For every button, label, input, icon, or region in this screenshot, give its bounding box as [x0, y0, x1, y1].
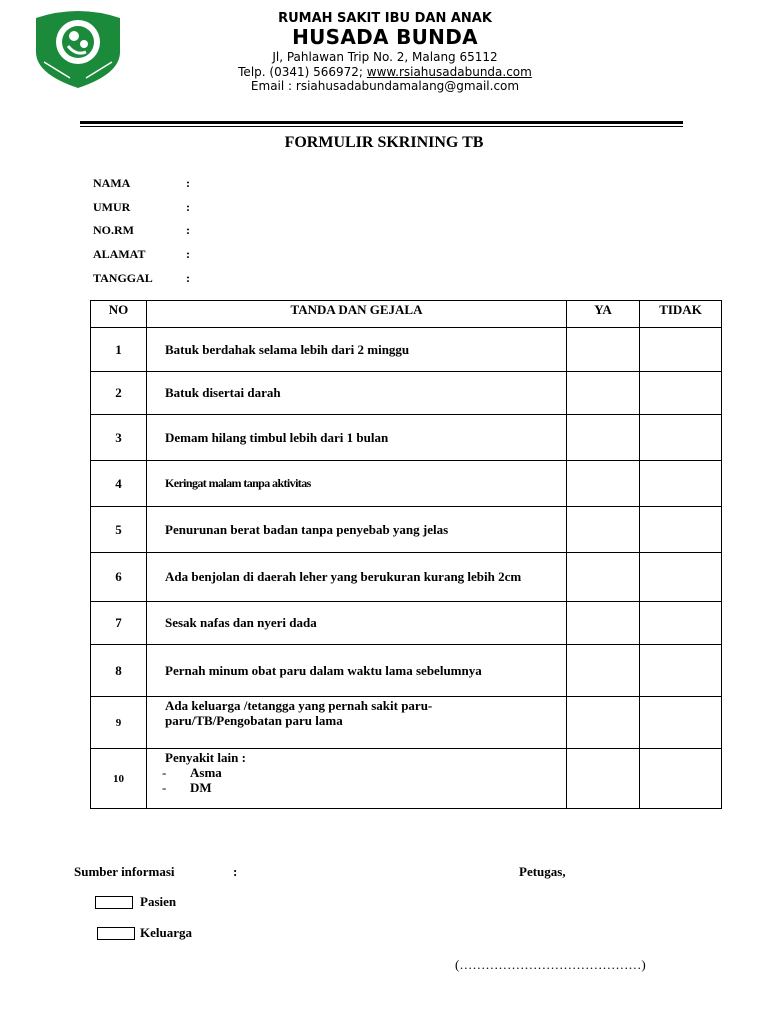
field-separator: : [186, 247, 190, 261]
row-number: 4 [91, 461, 147, 507]
symptom-text [147, 749, 567, 809]
field-separator: : [186, 223, 190, 237]
symptom-text: Penurunan berat badan tanpa penyebab yang jelas [147, 507, 567, 553]
field-label: UMUR [93, 200, 131, 214]
hospital-subtitle: RUMAH SAKIT IBU DAN ANAK [278, 11, 492, 26]
field-label: TANGGAL [93, 271, 153, 285]
answer-tidak-cell[interactable] [640, 461, 722, 507]
field-umur[interactable] [93, 200, 190, 215]
form-title: FORMULIR SKRINING TB [284, 134, 484, 151]
option-keluarga-label: Keluarga [140, 925, 192, 940]
table-row [91, 507, 722, 553]
field-alamat[interactable] [93, 247, 190, 262]
row-number: 10 [91, 749, 147, 809]
answer-ya-cell[interactable] [567, 415, 640, 461]
hospital-logo [34, 8, 122, 88]
answer-tidak-cell[interactable] [640, 697, 722, 749]
option-pasien-label: Pasien [140, 894, 177, 909]
row-number: 7 [91, 602, 147, 645]
source-label: Sumber informasi [74, 864, 175, 879]
symptom-text-line: paru/TB/Pengobatan paru lama [165, 713, 343, 728]
symptom-text [147, 697, 567, 749]
table-header-row [91, 301, 722, 328]
answer-ya-cell[interactable] [567, 328, 640, 372]
symptom-text: Sesak nafas dan nyeri dada [147, 602, 567, 645]
field-nama[interactable] [93, 176, 190, 191]
answer-tidak-cell[interactable] [640, 645, 722, 697]
bullet-dash: - [162, 780, 167, 795]
symptom-text: Ada benjolan di daerah leher yang berukuran kurang lebih 2cm [147, 553, 567, 602]
symptom-text: Batuk berdahak selama lebih dari 2 minggu [147, 328, 567, 372]
website-link[interactable]: www.rsiahusadabunda.com [366, 65, 532, 79]
header-ya: YA [567, 301, 640, 328]
hospital-contact [150, 65, 620, 79]
header-tidak: TIDAK [640, 301, 722, 328]
table-row [91, 749, 722, 809]
field-no-rm[interactable] [93, 223, 190, 238]
header-divider-thin [80, 126, 683, 127]
symptom-text-line: Ada keluarga /tetangga yang pernah sakit paru- [165, 698, 433, 713]
field-separator: : [186, 176, 190, 190]
header-divider-thick [80, 121, 683, 124]
table-row [91, 697, 722, 749]
checkbox-keluarga[interactable] [97, 927, 135, 940]
field-label: ALAMAT [93, 247, 146, 261]
hospital-email: Email : rsiahusadabundamalang@gmail.com [250, 79, 520, 93]
source-separator: : [233, 864, 238, 879]
list-item-text: DM [190, 780, 212, 795]
symptom-text: Demam hilang timbul lebih dari 1 bulan [147, 415, 567, 461]
answer-ya-cell[interactable] [567, 602, 640, 645]
answer-ya-cell[interactable] [567, 553, 640, 602]
signature-line[interactable]: (……………………………………) [455, 957, 646, 972]
table-row [91, 328, 722, 372]
table-row [91, 602, 722, 645]
answer-ya-cell[interactable] [567, 372, 640, 415]
row-number: 3 [91, 415, 147, 461]
list-item-text: Asma [190, 765, 222, 780]
field-separator: : [186, 271, 190, 285]
officer-label: Petugas, [519, 864, 566, 879]
answer-tidak-cell[interactable] [640, 553, 722, 602]
row-number: 9 [91, 697, 147, 749]
checkbox-pasien[interactable] [95, 896, 133, 909]
answer-tidak-cell[interactable] [640, 328, 722, 372]
table-row [91, 415, 722, 461]
field-label: NAMA [93, 176, 131, 190]
header-symptom: TANDA DAN GEJALA [147, 301, 567, 328]
answer-tidak-cell[interactable] [640, 749, 722, 809]
field-label: NO.RM [93, 223, 134, 237]
symptom-text: Batuk disertai darah [147, 372, 567, 415]
phone-text: Telp. (0341) 566972; [238, 65, 367, 79]
answer-ya-cell[interactable] [567, 507, 640, 553]
symptom-text: Keringat malam tanpa aktivitas [147, 461, 567, 507]
row-number: 6 [91, 553, 147, 602]
answer-ya-cell[interactable] [567, 461, 640, 507]
table-row [91, 645, 722, 697]
symptom-text: Pernah minum obat paru dalam waktu lama sebelumnya [147, 645, 567, 697]
field-tanggal[interactable] [93, 271, 190, 286]
table-row [91, 372, 722, 415]
field-separator: : [186, 200, 190, 214]
row-number: 1 [91, 328, 147, 372]
answer-tidak-cell[interactable] [640, 415, 722, 461]
row-number: 2 [91, 372, 147, 415]
table-row [91, 553, 722, 602]
list-item [162, 765, 566, 780]
row-number: 8 [91, 645, 147, 697]
answer-ya-cell[interactable] [567, 697, 640, 749]
answer-tidak-cell[interactable] [640, 372, 722, 415]
hospital-name: HUSADA BUNDA [292, 25, 478, 49]
table-row [91, 461, 722, 507]
hospital-address: Jl, Pahlawan Trip No. 2, Malang 65112 [272, 50, 498, 64]
answer-ya-cell[interactable] [567, 749, 640, 809]
answer-tidak-cell[interactable] [640, 507, 722, 553]
screening-table [90, 300, 722, 809]
header-no: NO [91, 301, 147, 328]
symptom-text-line: Penyakit lain : [165, 750, 246, 765]
bullet-dash: - [162, 765, 167, 780]
row-number: 5 [91, 507, 147, 553]
list-item [162, 780, 566, 795]
answer-tidak-cell[interactable] [640, 602, 722, 645]
answer-ya-cell[interactable] [567, 645, 640, 697]
